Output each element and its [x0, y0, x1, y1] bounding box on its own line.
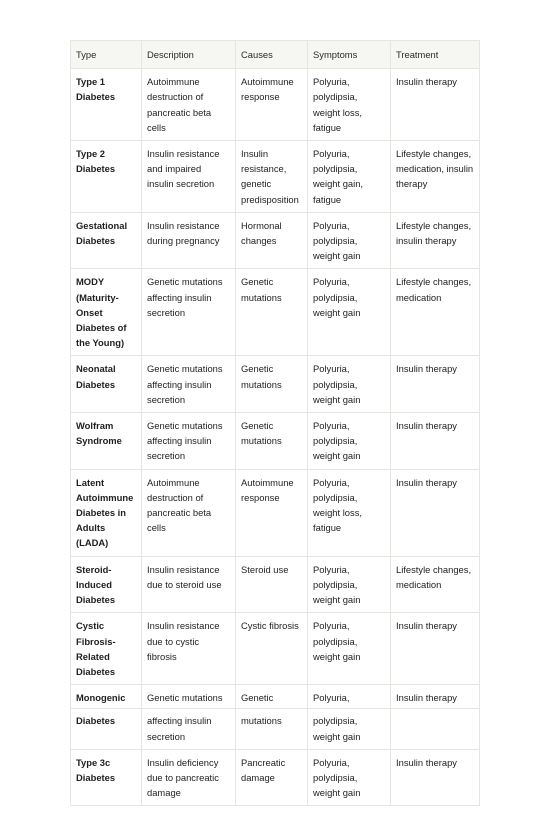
header-causes: Causes	[236, 41, 308, 69]
cell-treatment: Lifestyle changes, insulin therapy	[391, 212, 480, 269]
table-row	[71, 413, 480, 470]
table-row	[71, 356, 480, 413]
cell-treatment	[391, 709, 480, 749]
diabetes-types-table	[70, 40, 480, 806]
cell-treatment: Lifestyle changes, medication	[391, 556, 480, 613]
cell-treatment: Insulin therapy	[391, 413, 480, 470]
table-row	[71, 556, 480, 613]
cell-symptoms: Polyuria, polydipsia, weight gain	[308, 749, 391, 806]
cell-type: Steroid-Induced Diabetes	[71, 556, 142, 613]
cell-description: Insulin deficiency due to pancreatic damage	[142, 749, 236, 806]
header-symptoms: Symptoms	[308, 41, 391, 69]
cell-description: Insulin resistance due to steroid use	[142, 556, 236, 613]
table-row	[71, 269, 480, 356]
cell-description: Autoimmune destruction of pancreatic beta cells	[142, 69, 236, 141]
cell-description: Genetic mutations	[142, 685, 236, 709]
cell-description: Genetic mutations affecting insulin secretion	[142, 413, 236, 470]
cell-type: Monogenic	[71, 685, 142, 709]
cell-causes: Genetic	[236, 685, 308, 709]
cell-causes: Genetic mutations	[236, 356, 308, 413]
table-row	[71, 212, 480, 269]
cell-treatment: Lifestyle changes, medication, insulin therapy	[391, 141, 480, 213]
cell-symptoms: Polyuria, polydipsia, weight loss, fatigue	[308, 69, 391, 141]
table-row	[71, 749, 480, 806]
cell-symptoms: Polyuria, polydipsia, weight gain	[308, 212, 391, 269]
cell-description: affecting insulin secretion	[142, 709, 236, 749]
cell-causes: Autoimmune response	[236, 69, 308, 141]
header-description: Description	[142, 41, 236, 69]
table-row	[71, 469, 480, 556]
cell-description: Insulin resistance and impaired insulin secretion	[142, 141, 236, 213]
table-row	[71, 685, 480, 709]
cell-symptoms: polydipsia, weight gain	[308, 709, 391, 749]
cell-causes: Insulin resistance, genetic predisposition	[236, 141, 308, 213]
table-body	[71, 69, 480, 806]
diabetes-types-table-container	[70, 40, 479, 806]
header-row	[71, 41, 480, 69]
cell-type: Type 1 Diabetes	[71, 69, 142, 141]
cell-type: Gestational Diabetes	[71, 212, 142, 269]
cell-symptoms: Polyuria, polydipsia, weight gain, fatigue	[308, 141, 391, 213]
table-header	[71, 41, 480, 69]
cell-treatment: Insulin therapy	[391, 469, 480, 556]
cell-type: Latent Autoimmune Diabetes in Adults (LADA)	[71, 469, 142, 556]
cell-type: Type 2 Diabetes	[71, 141, 142, 213]
cell-type: MODY (Maturity-Onset Diabetes of the Young)	[71, 269, 142, 356]
cell-symptoms: Polyuria, polydipsia, weight gain	[308, 613, 391, 685]
cell-causes: Cystic fibrosis	[236, 613, 308, 685]
cell-causes: mutations	[236, 709, 308, 749]
cell-type: Diabetes	[71, 709, 142, 749]
cell-type: Cystic Fibrosis-Related Diabetes	[71, 613, 142, 685]
cell-treatment: Insulin therapy	[391, 356, 480, 413]
cell-description: Autoimmune destruction of pancreatic beta cells	[142, 469, 236, 556]
cell-description: Insulin resistance during pregnancy	[142, 212, 236, 269]
cell-treatment: Insulin therapy	[391, 69, 480, 141]
table-row	[71, 141, 480, 213]
cell-symptoms: Polyuria, polydipsia, weight gain	[308, 269, 391, 356]
cell-causes: Genetic mutations	[236, 269, 308, 356]
cell-causes: Steroid use	[236, 556, 308, 613]
cell-description: Genetic mutations affecting insulin secretion	[142, 356, 236, 413]
cell-type: Wolfram Syndrome	[71, 413, 142, 470]
header-treatment: Treatment	[391, 41, 480, 69]
cell-causes: Autoimmune response	[236, 469, 308, 556]
cell-symptoms: Polyuria, polydipsia, weight loss, fatigue	[308, 469, 391, 556]
cell-causes: Genetic mutations	[236, 413, 308, 470]
cell-causes: Hormonal changes	[236, 212, 308, 269]
cell-description: Genetic mutations affecting insulin secretion	[142, 269, 236, 356]
cell-description: Insulin resistance due to cystic fibrosis	[142, 613, 236, 685]
cell-treatment: Lifestyle changes, medication	[391, 269, 480, 356]
cell-symptoms: Polyuria, polydipsia, weight gain	[308, 556, 391, 613]
cell-treatment: Insulin therapy	[391, 613, 480, 685]
cell-causes: Pancreatic damage	[236, 749, 308, 806]
cell-symptoms: Polyuria, polydipsia, weight gain	[308, 356, 391, 413]
table-row	[71, 613, 480, 685]
cell-type: Neonatal Diabetes	[71, 356, 142, 413]
cell-treatment: Insulin therapy	[391, 749, 480, 806]
cell-treatment: Insulin therapy	[391, 685, 480, 709]
table-row	[71, 709, 480, 749]
cell-type: Type 3c Diabetes	[71, 749, 142, 806]
cell-symptoms: Polyuria,	[308, 685, 391, 709]
header-type: Type	[71, 41, 142, 69]
cell-symptoms: Polyuria, polydipsia, weight gain	[308, 413, 391, 470]
table-row	[71, 69, 480, 141]
